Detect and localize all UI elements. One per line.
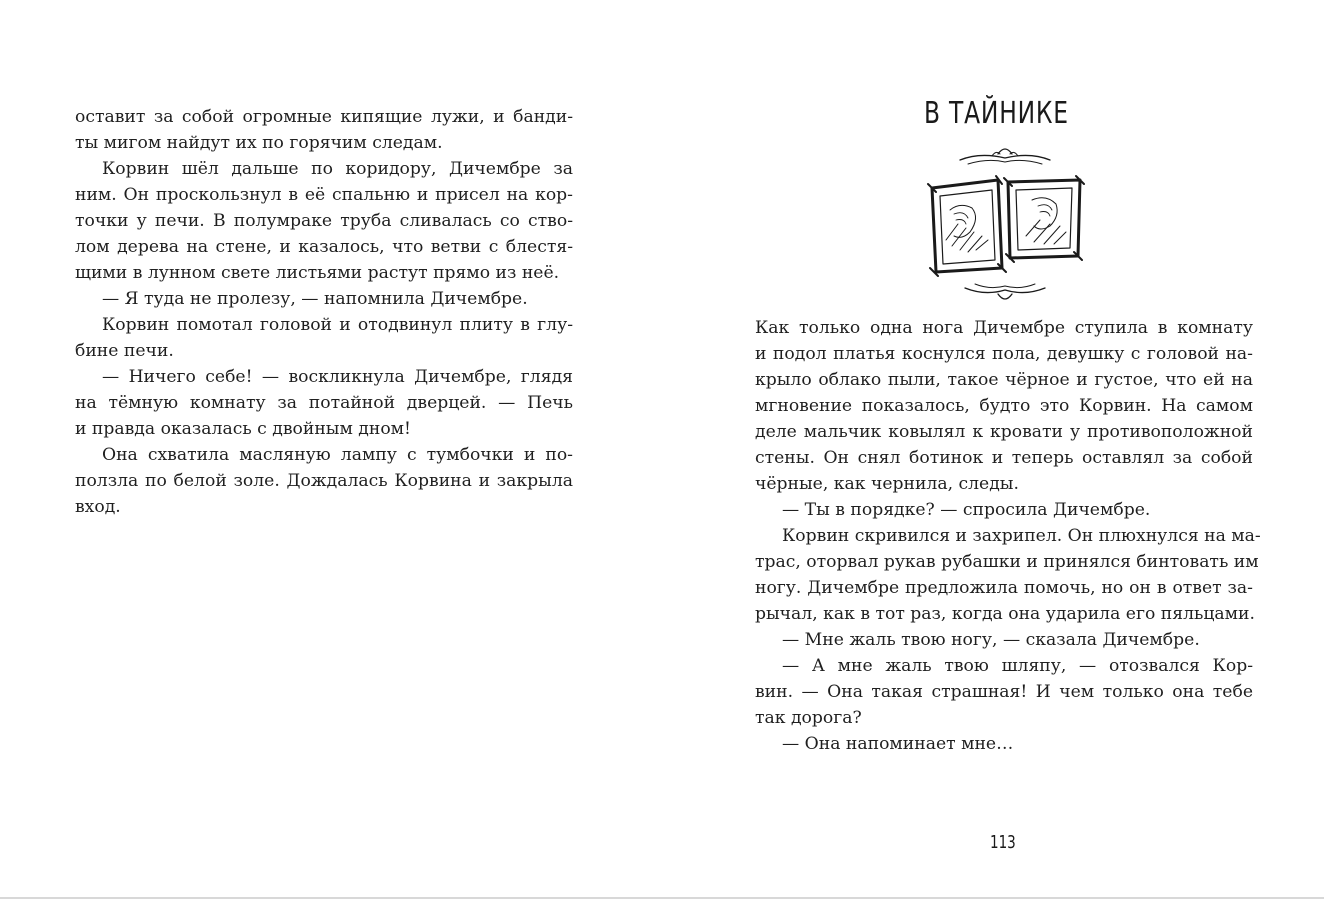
text-line: лом дерева на стене, и казалось, что ветви с блестя-	[75, 237, 573, 257]
text-line: — Я туда не пролезу, — напомнила Дичембре.	[102, 289, 528, 309]
text-line: крыло облако пыли, такое чёрное и густое, что ей на	[755, 370, 1253, 390]
text-line: — Она напоминает мне…	[782, 734, 1014, 754]
text-line: ним. Он проскользнул в её спальню и присел на кор-	[75, 185, 573, 205]
text-line: ты мигом найдут их по горячим следам.	[75, 133, 443, 153]
text-line: оставит за собой огромные кипящие лужи, и банди-	[75, 107, 573, 127]
text-line: Корвин шёл дальше по коридору, Дичембре за	[102, 159, 573, 179]
text-line: бине печи.	[75, 341, 174, 361]
text-line: — Ты в порядке? — спросила Дичембре.	[782, 500, 1151, 520]
text-line: щими в лунном свете листьями растут прямо из неё.	[75, 263, 560, 283]
text-line: Корвин скривился и захрипел. Он плюхнулся на ма-	[782, 526, 1261, 546]
text-line: рычал, как в тот раз, когда она ударила его пяльцами.	[755, 604, 1255, 624]
right-page	[662, 0, 1324, 900]
text-line: Корвин помотал головой и отодвинул плиту в глу-	[102, 315, 573, 335]
text-line: деле мальчик ковылял к кровати у противоположной	[755, 422, 1253, 442]
text-line: — Ничего себе! — воскликнула Дичембре, глядя	[102, 367, 573, 387]
text-line: Она схватила масляную лампу с тумбочки и по-	[102, 445, 573, 465]
bottom-divider	[0, 897, 1324, 899]
text-line: мгновение показалось, будто это Корвин. На самом	[755, 396, 1253, 416]
text-line: ползла по белой золе. Дождалась Корвина и закрыла	[75, 471, 573, 491]
page-number: 113	[990, 832, 1016, 853]
right-page-text	[755, 315, 1261, 757]
text-line: чёрные, как чернила, следы.	[755, 474, 1019, 494]
text-line: трас, оторвал рукав рубашки и принялся бинтовать им	[755, 552, 1259, 572]
text-line: точки у печи. В полумраке труба сливалась со ство-	[75, 211, 573, 231]
left-page-text	[75, 104, 573, 520]
text-line: ногу. Дичембре предложила помочь, но он в ответ за-	[755, 578, 1253, 598]
text-line: и подол платья коснулся пола, девушку с головой на-	[755, 344, 1253, 364]
text-line: на тёмную комнату за потайной дверцей. — Печь	[75, 393, 573, 413]
text-line: Как только одна нога Дичембре ступила в комнату	[755, 318, 1253, 338]
chapter-title: В ТАЙНИКЕ	[924, 96, 1069, 131]
text-line: — А мне жаль твою шляпу, — отозвался Кор-	[782, 656, 1253, 676]
text-line: стены. Он снял ботинок и теперь оставлял за собой	[755, 448, 1253, 468]
portrait-frames-illustration	[910, 140, 1100, 308]
text-line: — Мне жаль твою ногу, — сказала Дичембре.	[782, 630, 1200, 650]
text-line: вход.	[75, 497, 121, 517]
text-line: и правда оказалась с двойным дном!	[75, 419, 411, 439]
text-line: вин. — Она такая страшная! И чем только она тебе	[755, 682, 1253, 702]
text-line: так дорога?	[755, 708, 862, 728]
